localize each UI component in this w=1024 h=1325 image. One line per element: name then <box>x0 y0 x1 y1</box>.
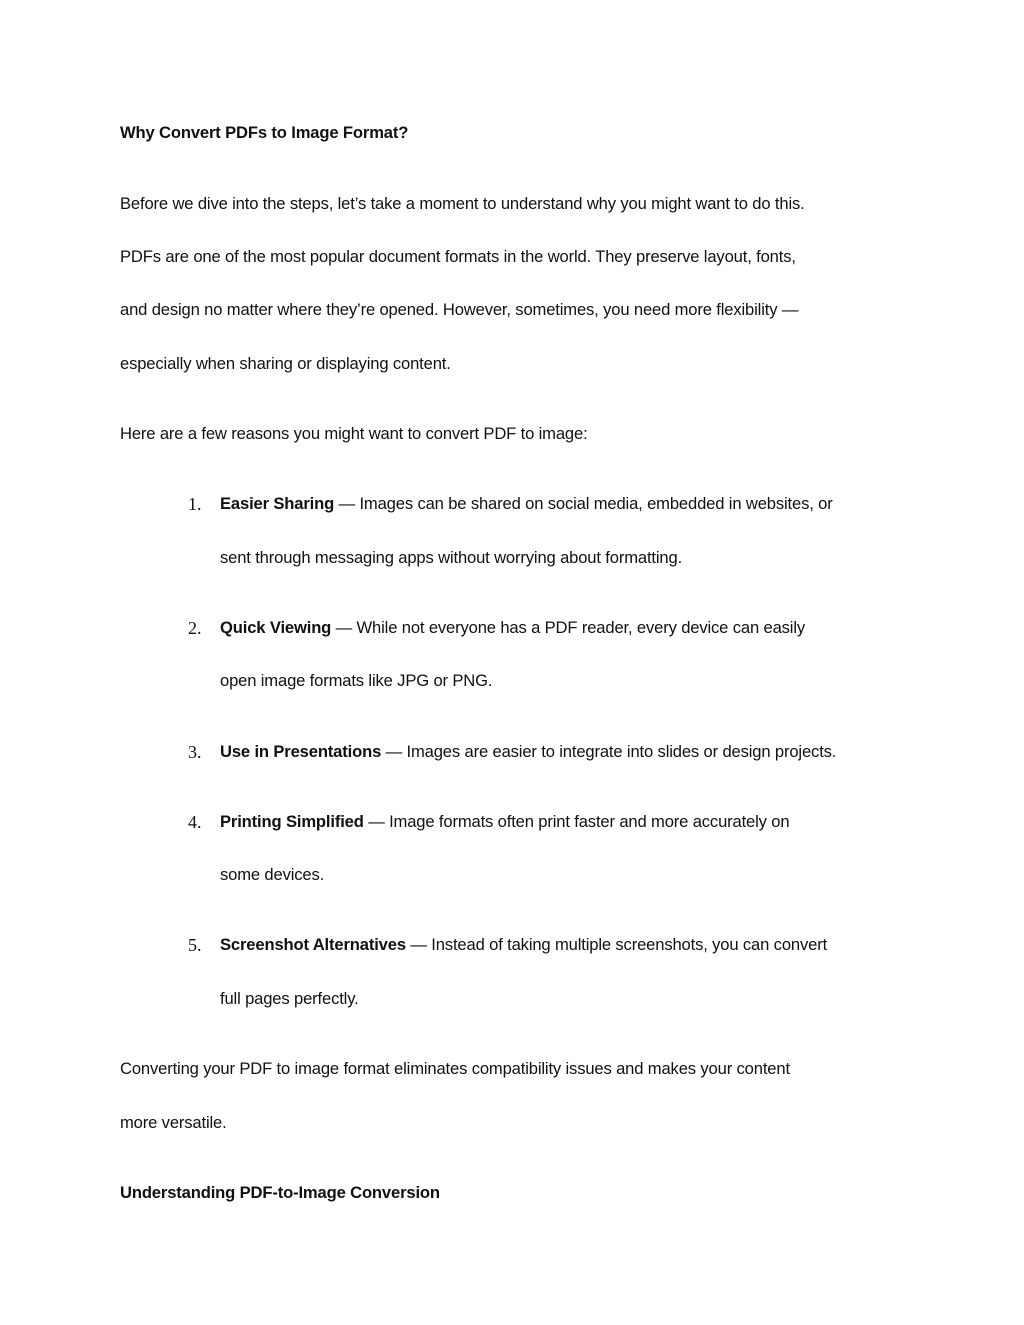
list-item-title: Quick Viewing <box>220 618 332 637</box>
list-item <box>220 810 789 834</box>
paragraph-line: Converting your PDF to image format eliminates compatibility issues and makes your content <box>120 1059 790 1078</box>
paragraph-line: more versatile. <box>120 1113 227 1132</box>
list-item-text: some devices. <box>220 865 325 884</box>
list-item-text: open image formats like JPG or PNG. <box>220 671 493 690</box>
list-item-text: — Images can be shared on social media, embedded in websites, or <box>334 494 833 513</box>
paragraph-line: and design no matter where they’re opened. However, sometimes, you need more flexibility — <box>120 300 799 319</box>
section-heading: Understanding PDF-to-Image Conversion <box>120 1183 440 1202</box>
list-item-text: full pages perfectly. <box>220 989 359 1008</box>
list-item-text: sent through messaging apps without worrying about formatting. <box>220 548 683 567</box>
list-item-text: — Images are easier to integrate into slides or design projects. <box>381 742 837 761</box>
list-item-text: — While not everyone has a PDF reader, every device can easily <box>331 618 806 637</box>
paragraph-line: Here are a few reasons you might want to convert PDF to image: <box>120 424 588 443</box>
list-item-text: — Image formats often print faster and more accurately on <box>363 812 790 831</box>
list-item-text: — Instead of taking multiple screenshots, you can convert <box>405 935 828 954</box>
list-number: 1. <box>188 494 202 514</box>
list-item <box>220 933 827 957</box>
list-item <box>220 492 833 516</box>
paragraph-line: especially when sharing or displaying content. <box>120 354 451 373</box>
list-item-title: Use in Presentations <box>220 742 382 761</box>
list-item <box>220 616 805 640</box>
list-item-title: Easier Sharing <box>220 494 335 513</box>
section-heading: Why Convert PDFs to Image Format? <box>120 123 409 142</box>
list-number: 5. <box>188 935 202 955</box>
list-number: 3. <box>188 742 202 762</box>
list-item-title: Printing Simplified <box>220 812 364 831</box>
list-item-title: Screenshot Alternatives <box>220 935 406 954</box>
list-number: 2. <box>188 618 202 638</box>
paragraph-line: Before we dive into the steps, let’s take a moment to understand why you might want to do this. <box>120 194 805 213</box>
list-number: 4. <box>188 812 202 832</box>
list-item <box>220 740 836 764</box>
paragraph-line: PDFs are one of the most popular document formats in the world. They preserve layout, fonts, <box>120 247 796 266</box>
